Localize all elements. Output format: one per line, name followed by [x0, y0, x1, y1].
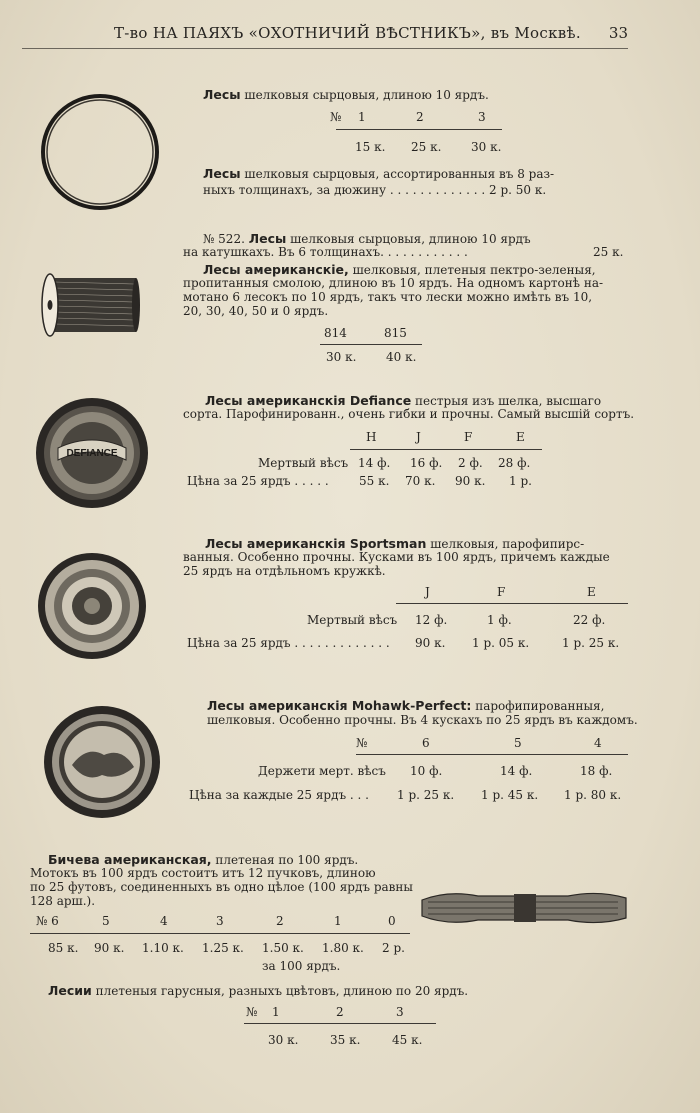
s8-prices-row: [268, 1033, 468, 1049]
s5-grade: F: [497, 585, 506, 599]
s1-line: [203, 87, 489, 103]
s6-weight: 10 ф.: [410, 764, 443, 778]
coiled-line-image: [38, 92, 162, 212]
sportsman-spool-image: [36, 552, 148, 660]
s5-weight: 22 ф.: [573, 613, 606, 627]
s4-weight-label: Мертвый вѣсъ: [258, 456, 349, 470]
s3-rule: [320, 344, 422, 345]
s8-number: 3: [396, 1005, 404, 1019]
s8-price: 45 к.: [392, 1033, 423, 1047]
page-number: 33: [608, 24, 628, 42]
s2-number: № 522.: [203, 232, 245, 246]
s7-number: 5: [102, 914, 110, 928]
s7-number: 0: [388, 914, 396, 928]
s7-title: Бичева американская,: [48, 852, 212, 867]
s4-weight: 2 ф.: [458, 456, 483, 470]
s6-desc1: парофипированныя,: [475, 699, 605, 713]
s5-price-label: Цѣна за 25 ярдъ . . . . . . . . . . . . .: [187, 636, 390, 650]
s7-number: 1: [334, 914, 342, 928]
s4-price: 1 р.: [509, 474, 532, 488]
s6-weights-row: [258, 764, 628, 780]
s1-prices-row: [355, 140, 555, 156]
s4-weight: 16 ф.: [410, 456, 443, 470]
s5-desc: 25 ярдъ на отдѣльномъ кружкѣ.: [183, 564, 386, 578]
s7-number: 2: [276, 914, 284, 928]
s7-number: 4: [160, 914, 168, 928]
s7-price: 1.25 к.: [202, 941, 244, 955]
s1-assort-title: Лесы: [203, 166, 241, 181]
s5-title: Лесы американскiя Sportsman: [205, 536, 427, 551]
s4-price: 90 к.: [455, 474, 486, 488]
s4-grades-row: [366, 430, 566, 446]
s4-grade: H: [366, 430, 377, 444]
spool-image: [40, 272, 140, 338]
s1-rule: [336, 129, 502, 130]
s4-grade: E: [516, 430, 525, 444]
s4-price: 70 к.: [405, 474, 436, 488]
s5-price: 1 р. 25 к.: [562, 636, 620, 650]
s6-price: 1 р. 80 к.: [564, 788, 622, 802]
s7-number: № 6: [36, 914, 59, 928]
s1-numbers-row: [330, 110, 530, 126]
s3-desc: пропитанныя смолою, длиною въ 10 ярдъ. На одномъ картонѣ на-: [183, 276, 604, 290]
s7-desc: Мотокъ въ 100 ярдъ состоитъ итъ 12 пучковъ, длиною: [30, 866, 376, 880]
s3-price: 40 к.: [386, 350, 417, 364]
s7-price: 1.50 к.: [262, 941, 304, 955]
s6-desc2: шелковыя. Особенно прочны. Въ 4 кускахъ по 25 ярдъ въ каждомъ.: [207, 713, 638, 727]
s7-desc: по 25 футовъ, соединенныхъ въ одно цѣлое (100 ярдъ равны: [30, 880, 413, 894]
s7-desc: плетеная по 100 ярдъ.: [215, 853, 359, 867]
s1-assort-line2: ныхъ толщинахъ, за дюжину . . . . . . . . . . . . . 2 р. 50 к.: [203, 183, 547, 197]
spool-label-text: DEFIANCE: [66, 448, 118, 459]
s6-grade: 4: [594, 736, 602, 750]
s6-title: Лесы американскiя Mohawk-Perfect:: [207, 698, 472, 713]
s1-title: Лесы: [203, 87, 241, 102]
page-header: [22, 22, 628, 49]
s5-grade: E: [587, 585, 596, 599]
s7-prices-row: [48, 941, 418, 957]
s6-price: 1 р. 45 к.: [481, 788, 539, 802]
s6-weight-label: Держети мерт. вѣсъ: [258, 764, 386, 778]
s5-desc: шелковыя, парофипирс-: [430, 537, 585, 551]
s8-price: 30 к.: [268, 1033, 299, 1047]
s1-no-label: №: [330, 110, 342, 124]
mohawk-spool-image: [42, 705, 162, 819]
s6-price: 1 р. 25 к.: [397, 788, 455, 802]
s7-number: 3: [216, 914, 224, 928]
s8-rule: [244, 1023, 436, 1024]
s3-desc: мотано 6 лесокъ по 10 ярдъ, такъ что лески можно имѣть въ 10,: [183, 290, 593, 304]
s2-desc2: на катушкахъ. Въ 6 толщинахъ. . . . . . . . . . . .: [183, 245, 468, 259]
s5-grades-row: [425, 585, 625, 601]
s6-grades-row: [356, 736, 616, 752]
header-title: Т-во НА ПАЯХЪ «ОХОТНИЧИЙ ВѢСТНИКЪ», въ Москвѣ.: [114, 24, 581, 42]
s8-number: 1: [272, 1005, 280, 1019]
s1-price: 15 к.: [355, 140, 386, 154]
s5-rule: [396, 603, 628, 604]
s5-weight-label: Мертвый вѣсъ: [307, 613, 398, 627]
s5-price: 1 р. 05 к.: [472, 636, 530, 650]
s7-note: за 100 ярдъ.: [262, 959, 341, 973]
s5-weight: 12 ф.: [415, 613, 448, 627]
s3-price: 30 к.: [326, 350, 357, 364]
s4-rule: [350, 449, 542, 450]
s7-price: 85 к.: [48, 941, 79, 955]
s8-number: 2: [336, 1005, 344, 1019]
s5-price: 90 к.: [415, 636, 446, 650]
s6-grade: 6: [422, 736, 430, 750]
s7-rule: [30, 933, 410, 934]
s4-desc1: пестрыя изъ шелка, высшаго: [415, 394, 602, 408]
s1-number: 2: [416, 110, 424, 124]
s4-weight: 28 ф.: [498, 456, 531, 470]
s7-price: 1.80 к.: [322, 941, 364, 955]
s8-title: Лесии: [48, 983, 92, 998]
s4-price: 55 к.: [359, 474, 390, 488]
s6-weight: 14 ф.: [500, 764, 533, 778]
s7-price: 2 р.: [382, 941, 405, 955]
s2-title: Лесы: [248, 231, 287, 246]
braided-line-hank-image: [418, 886, 630, 930]
s7-numbers-row: [36, 914, 406, 930]
s8-no-label: №: [246, 1005, 258, 1019]
s7-price: 90 к.: [94, 941, 125, 955]
s5-grade: J: [425, 585, 430, 599]
s8-numbers-row: [246, 1005, 446, 1021]
s5-prices-row: [187, 636, 632, 652]
s7-desc: 128 арш.).: [30, 894, 96, 908]
s2-desc1: шелковыя сырцовыя, длиною 10 ярдъ: [290, 232, 531, 246]
s6-weight: 18 ф.: [580, 764, 613, 778]
s4-title: Лесы американскiя Defiance: [205, 393, 412, 408]
s4-weights-row: [258, 456, 558, 472]
s3-title: Лесы американскiе,: [203, 262, 349, 277]
s6-grade: 5: [514, 736, 522, 750]
s6-price-label: Цѣна за каждые 25 ярдъ . . .: [189, 788, 369, 802]
s1-assort-desc1: шелковыя сырцовыя, ассортированныя въ 8 раз-: [244, 167, 555, 181]
s6-prices-row: [189, 788, 634, 804]
s1-price: 30 к.: [471, 140, 502, 154]
s6-line1: [207, 698, 604, 714]
s8-desc: плетеныя гарусныя, разныхъ цвѣтовъ, длиною по 20 ярдъ.: [95, 984, 469, 998]
s1-assort-line1: [203, 166, 554, 182]
s5-weight: 1 ф.: [487, 613, 512, 627]
s6-rule: [356, 754, 628, 755]
s3-desc: шелковыя, плетеныя пектро-зеленыя,: [352, 263, 596, 277]
s8-price: 35 к.: [330, 1033, 361, 1047]
s3-desc: 20, 30, 40, 50 и 0 ярдъ.: [183, 304, 329, 318]
s4-price-label: Цѣна за 25 ярдъ . . . . .: [187, 474, 329, 488]
s5-desc: ванныя. Особенно прочны. Кусками въ 100 ярдъ, причемъ каждые: [183, 550, 610, 564]
s3-numbers-row: [324, 326, 444, 342]
s3-number: 815: [384, 326, 407, 340]
s6-no-label: №: [356, 736, 368, 750]
s2-price: 25 к.: [593, 245, 624, 259]
s1-desc: шелковыя сырцовыя, длиною 10 ярдъ.: [244, 88, 489, 102]
s3-prices-row: [326, 350, 446, 366]
s5-weights-row: [307, 613, 627, 629]
s7-price: 1.10 к.: [142, 941, 184, 955]
s3-number: 814: [324, 326, 347, 340]
s4-weight: 14 ф.: [358, 456, 391, 470]
s8-line1: [48, 983, 468, 999]
s1-price: 25 к.: [411, 140, 442, 154]
s4-prices-row: [187, 474, 547, 490]
s4-desc2: сорта. Парофинированн., очень гибки и прочны. Самый высшiй сортъ.: [183, 407, 635, 421]
defiance-spool-image: [34, 396, 150, 510]
s4-grade: J: [416, 430, 421, 444]
s1-number: 1: [358, 110, 366, 124]
s4-grade: F: [464, 430, 473, 444]
s1-number: 3: [478, 110, 486, 124]
